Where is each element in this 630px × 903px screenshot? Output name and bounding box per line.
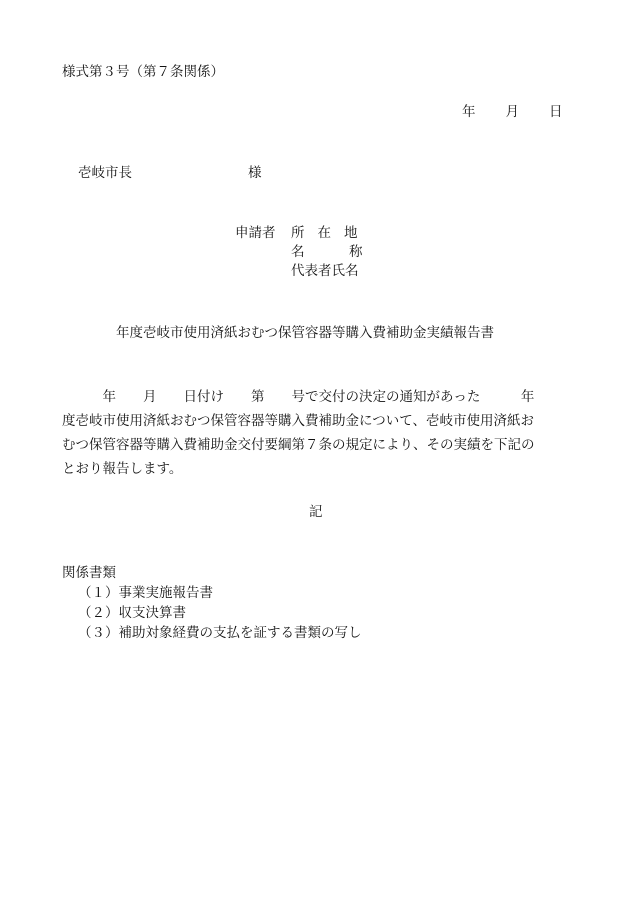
applicant-label: 申請者 (235, 225, 276, 241)
body-line-3: むつ保管容器等購入費補助金交付要綱第７条の規定により、その実績を下記の (62, 437, 535, 453)
addressee-name: 壱岐市長 (78, 165, 132, 181)
form-number: 様式第３号（第７条関係） (62, 64, 224, 80)
name-label-second: 称 (349, 244, 363, 260)
list-item: （１）事業実施報告書 (78, 585, 213, 601)
representative-label: 代表者氏名 (291, 263, 359, 279)
body-line-1: 年 月 日付け 第 号で交付の決定の通知があった 年 (62, 389, 535, 405)
date-day-label: 日 (549, 104, 563, 120)
addressee-honorific: 様 (248, 165, 262, 181)
ki-heading: 記 (309, 504, 323, 520)
body-line-4: とおり報告します。 (62, 461, 183, 477)
name-label-first: 名 (291, 244, 305, 260)
related-documents-title: 関係書類 (62, 565, 116, 581)
list-item: （２）収支決算書 (78, 605, 186, 621)
body-paragraph (62, 385, 572, 481)
date-month-label: 月 (505, 104, 519, 120)
address-label: 所在地 (291, 225, 371, 241)
name-label (291, 246, 363, 260)
body-line-2: 度壱岐市使用済紙おむつ保管容器等購入費補助金について、壱岐市使用済紙お (62, 413, 534, 429)
date-year-label: 年 (462, 104, 476, 120)
date-line (462, 106, 563, 120)
document-title: 年度壱岐市使用済紙おむつ保管容器等購入費補助金実績報告書 (116, 325, 494, 341)
list-item: （３）補助対象経費の支払を証する書類の写し (78, 625, 362, 641)
